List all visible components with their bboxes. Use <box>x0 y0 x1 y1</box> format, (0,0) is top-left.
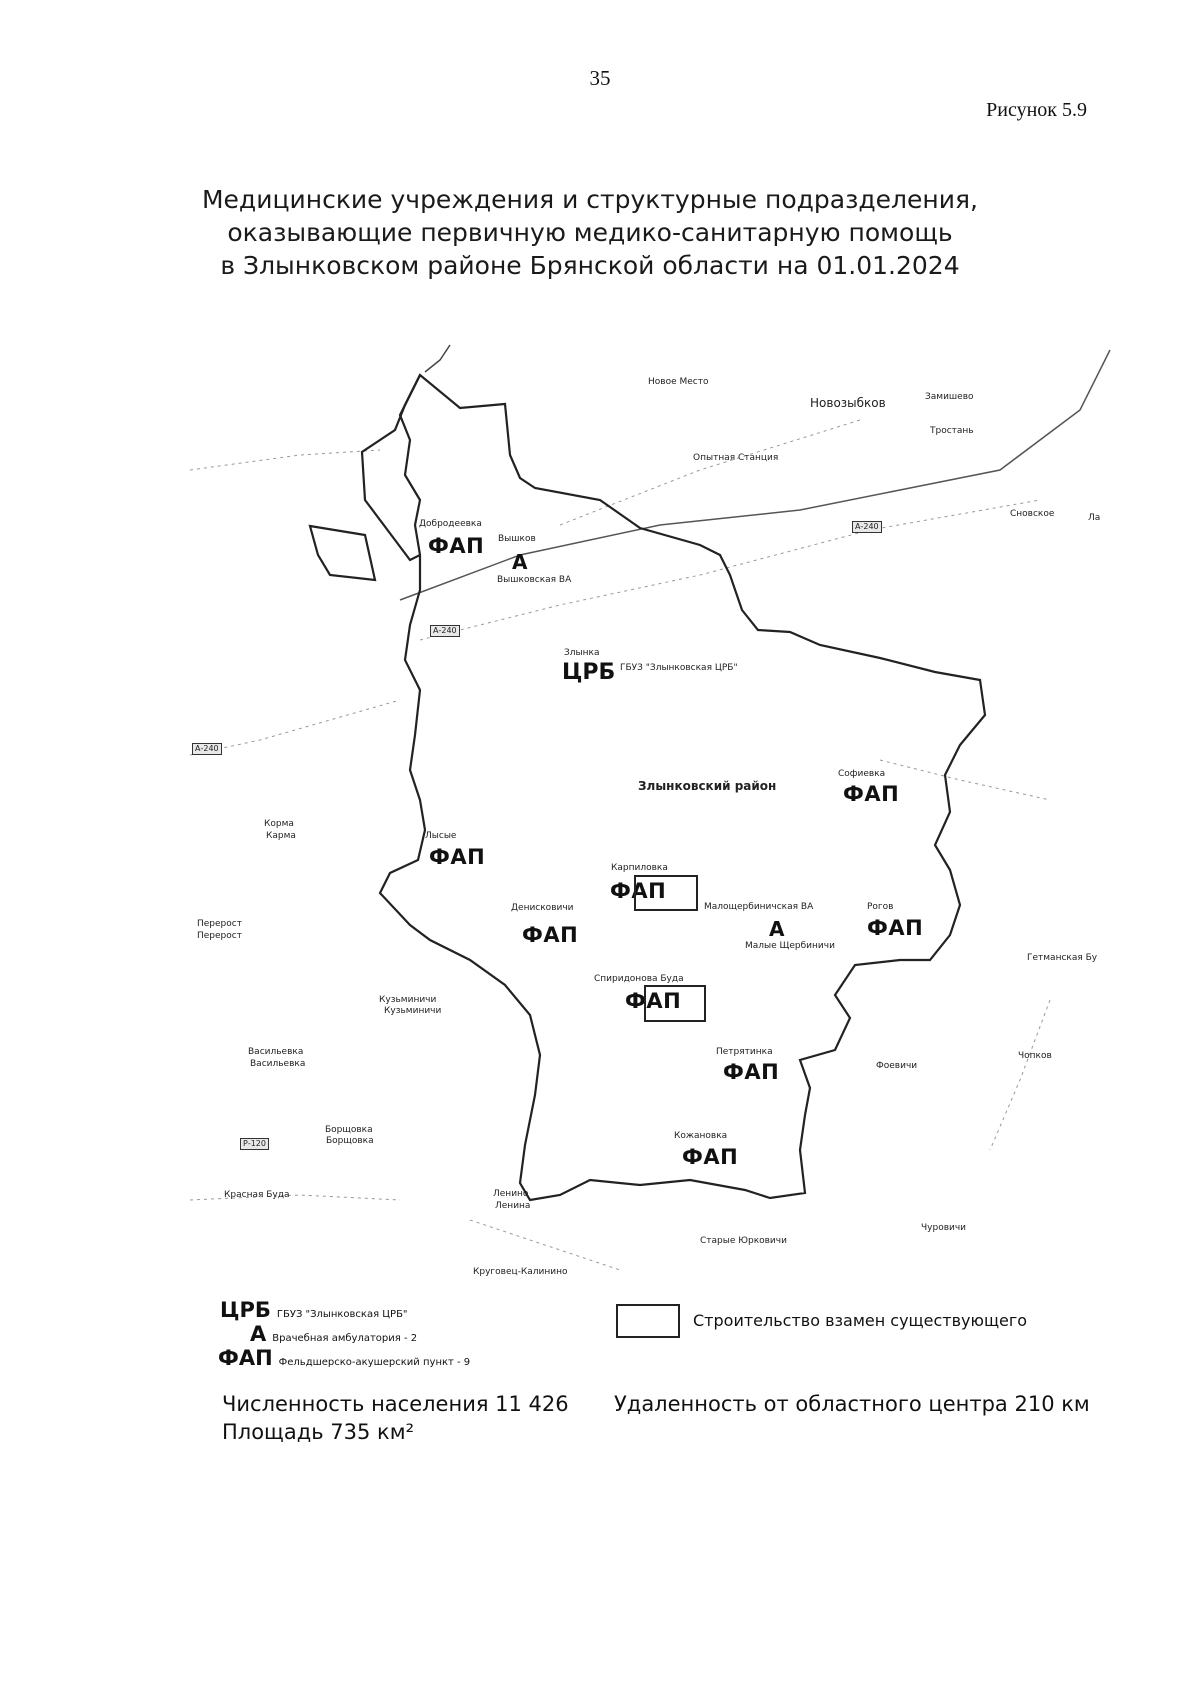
western-exclave <box>310 526 375 580</box>
place-label: Перерост <box>197 931 242 941</box>
legend-amb-symbol: А <box>250 1322 267 1346</box>
fap-marker: ФАП <box>682 1145 739 1169</box>
place-label: Фоевичи <box>876 1061 918 1071</box>
place-label: Ла <box>1088 513 1101 523</box>
district-label: Злынковский район <box>638 779 777 793</box>
place-label: Вышковская ВА <box>497 575 572 585</box>
road-marker: А-240 <box>430 625 460 637</box>
ambulatory-marker: А <box>512 550 528 574</box>
place-label: Сновское <box>1010 509 1055 519</box>
main-highway <box>400 350 1110 600</box>
place-label: Софиевка <box>838 769 886 779</box>
place-label: Красная Буда <box>224 1190 290 1200</box>
place-label: Лысые <box>425 831 457 841</box>
legend-fap-symbol: ФАП <box>218 1346 273 1370</box>
place-label: Опытная Станция <box>693 453 779 463</box>
place-label: Васильевка <box>250 1059 306 1069</box>
place-label: Чуровичи <box>921 1223 967 1233</box>
place-label: Гетманская Бу <box>1027 953 1098 963</box>
legend-construction-text: Строительство взамен существующего <box>693 1311 1028 1330</box>
construction-box <box>644 985 706 1022</box>
place-label: Рогов <box>867 902 894 912</box>
legend-item-fap <box>218 1346 470 1370</box>
place-label: Васильевка <box>248 1047 304 1057</box>
fap-marker: ФАП <box>610 879 667 903</box>
place-label: Карпиловка <box>611 863 668 873</box>
fap-marker: ФАП <box>625 989 682 1013</box>
legend-item-crb <box>220 1298 408 1322</box>
place-label: ГБУЗ "Злынковская ЦРБ" <box>620 663 738 673</box>
outer-line <box>425 345 450 372</box>
place-label: Круговец-Калинино <box>473 1267 568 1277</box>
road-marker: Р-120 <box>240 1138 269 1150</box>
place-label: Замишево <box>925 392 974 402</box>
minor-roads <box>190 420 1050 1270</box>
legend-fap-text: Фельдшерско-акушерский пункт - 9 <box>278 1357 471 1368</box>
title-line: в Злынковском районе Брянской области на 01.01.2024 <box>220 251 960 280</box>
crb-marker: ЦРБ <box>562 660 616 685</box>
legend-crb-symbol: ЦРБ <box>220 1298 271 1322</box>
place-label: Тростань <box>930 426 974 436</box>
title-line: Медицинские учреждения и структурные подразделения, <box>201 185 978 214</box>
place-label: Злынка <box>564 648 600 658</box>
ambulatory-marker: А <box>769 917 785 941</box>
place-label: Кожановка <box>674 1131 728 1141</box>
place-label: Борщовка <box>326 1136 374 1146</box>
road-marker: А-240 <box>192 743 222 755</box>
place-label: Корма <box>264 819 294 829</box>
legend-construction-box <box>616 1304 680 1338</box>
place-label: Малощербиничская ВА <box>704 902 814 912</box>
page-number: 35 <box>589 66 611 90</box>
legend-crb-text: ГБУЗ "Злынковская ЦРБ" <box>276 1309 408 1320</box>
fap-marker: ФАП <box>429 845 486 869</box>
place-label: Вышков <box>498 534 536 544</box>
place-label: Кузьминичи <box>379 995 437 1005</box>
fap-marker: ФАП <box>522 923 579 947</box>
fap-marker: ФАП <box>867 916 924 940</box>
place-label: Денисковичи <box>511 903 574 913</box>
place-label: Старые Юрковичи <box>700 1236 787 1246</box>
place-label: Кузьминичи <box>384 1006 442 1016</box>
place-label: Чопков <box>1018 1051 1052 1061</box>
construction-box <box>634 875 698 911</box>
place-label: Перерост <box>197 919 242 929</box>
legend-item-amb <box>250 1322 417 1346</box>
legend-amb-text: Врачебная амбулатория - 2 <box>272 1333 418 1344</box>
place-label: Борщовка <box>325 1125 373 1135</box>
figure-label: Рисунок 5.9 <box>986 99 1087 121</box>
population-text: Численность населения 11 426 <box>222 1392 569 1416</box>
place-label: Карма <box>266 831 296 841</box>
place-label: Добродеевка <box>419 519 482 529</box>
place-label: Ленино <box>493 1189 529 1199</box>
fap-marker: ФАП <box>723 1060 780 1084</box>
road-marker: А-240 <box>852 521 882 533</box>
place-label: Спиридонова Буда <box>594 974 684 984</box>
title-line: оказывающие первичную медико-санитарную помощь <box>227 218 953 247</box>
fap-marker: ФАП <box>428 534 485 558</box>
place-label: Новое Место <box>648 377 709 387</box>
district-boundary-north <box>362 375 420 560</box>
place-label: Петрятинка <box>716 1047 773 1057</box>
place-label: Малые Щербиничи <box>745 941 835 951</box>
place-label: Ленина <box>495 1201 531 1211</box>
distance-text: Удаленность от областного центра 210 км <box>614 1392 1090 1416</box>
place-label: Новозыбков <box>810 396 886 410</box>
area-text: Площадь 735 км² <box>222 1420 414 1444</box>
fap-marker: ФАП <box>843 782 900 806</box>
